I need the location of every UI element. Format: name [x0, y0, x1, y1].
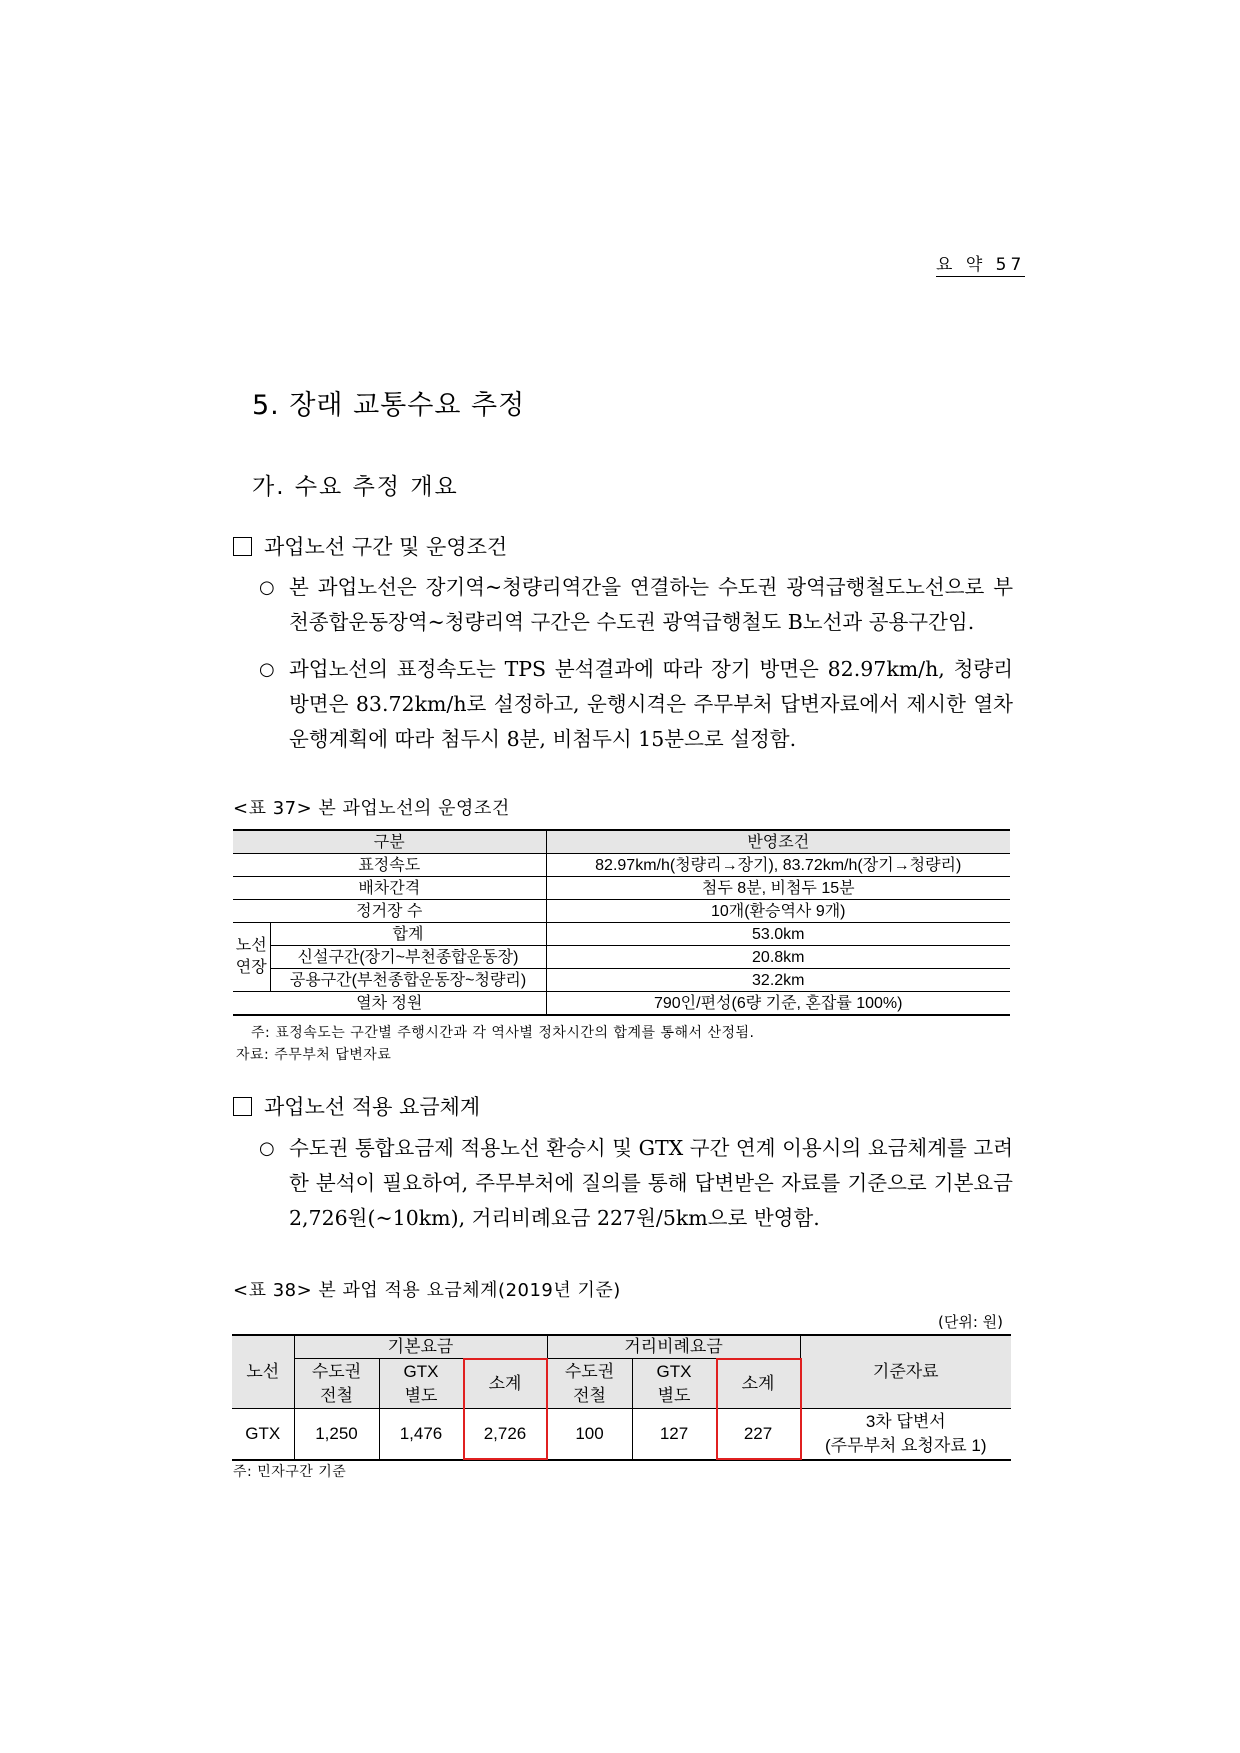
- row-value: 53.0km: [546, 923, 1010, 946]
- table38-unit: (단위: 원): [938, 1313, 1003, 1331]
- table38: [232, 1334, 1011, 1461]
- checkbox-square-icon: [233, 537, 252, 556]
- table-row: [233, 923, 1010, 946]
- table-row: [233, 969, 1010, 992]
- header-cell: 노선: [232, 1335, 294, 1409]
- subheader-cell: 소계: [463, 1359, 547, 1409]
- table38-note: 주: 민자구간 기준: [233, 1464, 347, 1480]
- table-header-row: [233, 830, 1010, 854]
- table-row: [233, 900, 1010, 923]
- section-title: 5. 장래 교통수요 추정: [252, 390, 526, 421]
- table-row: [233, 992, 1010, 1016]
- subheader-cell: 수도권 전철: [547, 1359, 632, 1409]
- bullet-circle-icon: ○: [259, 1138, 275, 1159]
- cell-value: 100: [547, 1409, 632, 1461]
- paragraph-text: 수도권 통합요금제 적용노선 환승시 및 GTX 구간 연계 이용시의 요금체계를 고려한 분석이 필요하여, 주무부처에 질의를 통해 답변받은 자료를 기준으로 기본요금 2,726원(~10km), 거리비례요금 227원/5km으로 반영함.: [289, 1136, 1013, 1230]
- header-group-cell: 기본요금: [294, 1335, 547, 1359]
- row-label: 공용구간(부천종합운동장~청량리): [270, 969, 546, 992]
- checkbox-square-icon: [233, 1097, 252, 1116]
- section2-paragraph-1: [259, 1131, 1013, 1236]
- table-row: [232, 1409, 1011, 1461]
- table37: [233, 829, 1010, 1016]
- bullet-circle-icon: ○: [259, 659, 275, 680]
- row-label: 합계: [270, 923, 546, 946]
- row-value: 10개(환승역사 9개): [546, 900, 1010, 923]
- row-value: 첨두 8분, 비첨두 15분: [546, 877, 1010, 900]
- row-label: 배차간격: [233, 877, 546, 900]
- row-value: 82.97km/h(청량리→장기), 83.72km/h(장기→청량리): [546, 854, 1010, 877]
- subsection-title: 가. 수요 추정 개요: [252, 474, 459, 500]
- cell-value: 127: [632, 1409, 716, 1461]
- highlight-box-distance-total: [716, 1358, 802, 1460]
- section1-heading-text: 과업노선 구간 및 운영조건: [264, 535, 508, 559]
- table37-source: 자료: 주무부처 답변자료: [236, 1047, 392, 1063]
- table-row: [233, 946, 1010, 969]
- row-label: 신설구간(장기~부천종합운동장): [270, 946, 546, 969]
- section2-heading: [233, 1091, 480, 1121]
- header-group-cell: 거리비례요금: [547, 1335, 800, 1359]
- row-label: 표정속도: [233, 854, 546, 877]
- section1-paragraph-1: [259, 570, 1013, 640]
- highlight-box-base-total: [463, 1358, 548, 1460]
- header-cell: 구분: [233, 830, 546, 854]
- bullet-circle-icon: ○: [259, 577, 275, 598]
- header-cell: 반영조건: [546, 830, 1010, 854]
- subheader-cell: 수도권 전철: [294, 1359, 379, 1409]
- section2-heading-text: 과업노선 적용 요금체계: [264, 1095, 481, 1119]
- row-value: 790인/편성(6량 기준, 혼잡률 100%): [546, 992, 1010, 1016]
- table-header-row: [232, 1335, 1011, 1359]
- cell-route: GTX: [232, 1409, 294, 1461]
- subheader-cell: GTX 별도: [379, 1359, 463, 1409]
- cell-value: 227: [716, 1409, 800, 1461]
- section1-paragraph-2: [259, 652, 1013, 757]
- table-row: [233, 854, 1010, 877]
- row-label: 정거장 수: [233, 900, 546, 923]
- cell-value: 1,476: [379, 1409, 463, 1461]
- section1-heading: [233, 531, 507, 561]
- cell-reference: 3차 답변서 (주무부처 요청자료 1): [800, 1409, 1011, 1461]
- group-label: 노선 연장: [233, 923, 270, 992]
- table37-caption: <표 37> 본 과업노선의 운영조건: [233, 798, 510, 819]
- header-cell: 기준자료: [800, 1335, 1011, 1409]
- cell-value: 1,250: [294, 1409, 379, 1461]
- subheader-cell: GTX 별도: [632, 1359, 716, 1409]
- cell-value: 2,726: [463, 1409, 547, 1461]
- row-label: 열차 정원: [233, 992, 546, 1016]
- table37-note: 주: 표정속도는 구간별 주행시간과 각 역사별 정차시간의 합계를 통해서 산정됨.: [251, 1025, 755, 1041]
- paragraph-text: 본 과업노선은 장기역~청량리역간을 연결하는 수도권 광역급행철도노선으로 부천종합운동장역~청량리역 구간은 수도권 광역급행철도 B노선과 공용구간임.: [289, 575, 1013, 634]
- paragraph-text: 과업노선의 표정속도는 TPS 분석결과에 따라 장기 방면은 82.97km/h, 청량리 방면은 83.72km/h로 설정하고, 운행시격은 주무부처 답변자료에서 제시한 열차 운행계획에 따라 첨두시 8분, 비첨두시 15분으로 설정함.: [289, 657, 1013, 751]
- subheader-cell: 소계: [716, 1359, 800, 1409]
- table-row: [233, 877, 1010, 900]
- table38-caption: <표 38> 본 과업 적용 요금체계(2019년 기준): [233, 1280, 621, 1301]
- row-value: 20.8km: [546, 946, 1010, 969]
- row-value: 32.2km: [546, 969, 1010, 992]
- page-header: 요 약 57: [936, 250, 1025, 277]
